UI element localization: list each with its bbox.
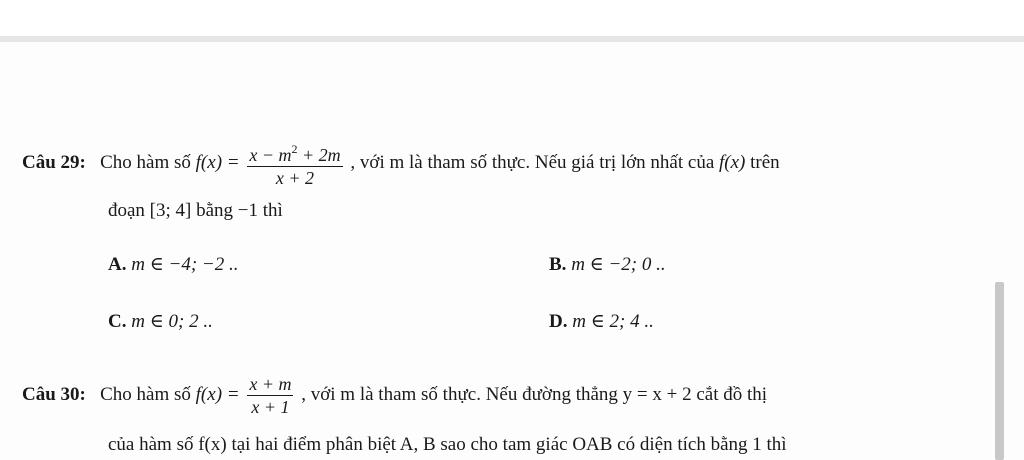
option-29-b-text: m ∈ −2; 0 .. [571,254,666,275]
scrollbar-thumb[interactable] [995,282,1004,460]
question-29-line-2: đoạn [3; 4] bằng −1 thì [108,200,283,221]
question-29-numerator: $x - m^2 + 2m$ [247,138,342,167]
option-29-d[interactable] [549,311,654,333]
option-29-b[interactable] [549,254,666,276]
question-30-intro: Cho hàm số [100,383,191,405]
question-30-line-2: của hàm số f(x) tại hai điểm phân biệt A, B sao cho tam giác OAB có diện tích bằng 1 thì [108,434,787,455]
option-29-a-label: A. [108,254,127,275]
top-divider [0,36,1024,42]
top-bar [0,0,1024,36]
option-29-c-text: m ∈ 0; 2 .. [131,311,213,332]
option-29-d-text: m ∈ 2; 4 .. [572,311,654,332]
question-29-function-2: f(x) [719,151,746,173]
question-29-line-1 [22,138,780,189]
question-29-intro: Cho hàm số [100,151,191,173]
question-29-middle: , với m là tham số thực. Nếu giá trị lớn nhất của [350,151,715,173]
option-29-c-label: C. [108,311,127,332]
question-30-denominator: x + 1 [251,397,290,417]
question-30-function: f(x) = [195,383,240,405]
question-30-fraction [247,373,293,418]
option-29-a[interactable] [108,254,239,276]
option-29-d-label: D. [549,311,568,332]
question-30-line-1 [22,373,767,418]
question-30-tail: , với m là tham số thực. Nếu đường thẳng y = x + 2 cắt đồ thị [301,383,768,405]
question-30-label: Câu 30: [22,383,86,405]
option-29-b-label: B. [549,254,567,275]
option-29-c[interactable] [108,311,213,333]
question-29-function: f(x) = [195,151,240,173]
question-30-numerator: x + m [249,374,292,394]
option-29-a-text: m ∈ −4; −2 .. [131,254,239,275]
question-29-denominator: x + 2 [275,168,315,188]
question-29-label: Câu 29: [22,151,86,173]
question-29-fraction [247,138,342,189]
question-29-tail: trên [750,151,780,173]
